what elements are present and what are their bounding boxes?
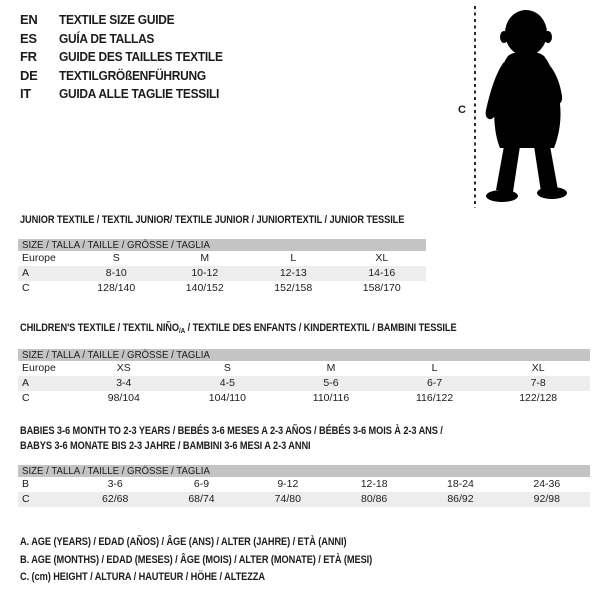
language-code: IT	[20, 86, 31, 101]
table-row-height	[18, 281, 426, 296]
size-header-label: SIZE / TALLA / TAILLE / GRÖSSE / TAGLIA	[22, 349, 210, 361]
children-size-table	[18, 349, 590, 406]
table-row-age	[18, 266, 426, 281]
babies-textile-section	[18, 424, 590, 507]
value-cell: 116/122	[415, 392, 454, 404]
baby-silhouette	[482, 6, 574, 204]
size-cell: L	[431, 362, 438, 374]
value-cell: 98/104	[107, 392, 140, 404]
size-header-bar	[18, 349, 590, 361]
value-cell: 18-24	[447, 478, 474, 490]
table-row-age	[18, 376, 590, 391]
language-row-it	[20, 85, 237, 104]
row-label: Europe	[22, 362, 56, 374]
table-row-age-months	[18, 477, 590, 492]
size-cell: M	[200, 252, 210, 264]
value-cell: 68/74	[188, 493, 215, 505]
value-cell: 158/170	[362, 282, 401, 294]
value-cell: 104/110	[208, 392, 246, 404]
size-cell: S	[112, 252, 120, 264]
legend-line-c: C. (cm) HEIGHT / ALTURA / HAUTEUR / HÖHE / ALTEZZA	[20, 571, 265, 583]
value-cell: 140/152	[185, 282, 224, 294]
table-row-height	[18, 391, 590, 406]
guide-title: TEXTILGRÖßENFÜHRUNG	[59, 67, 206, 83]
size-cell: XL	[375, 252, 389, 264]
language-code: ES	[20, 30, 37, 46]
value-cell: 6-9	[193, 478, 210, 490]
size-header-bar	[18, 465, 590, 477]
section-title-junior: JUNIOR TEXTILE / TEXTIL JUNIOR/ TEXTILE JUNIOR / JUNIORTEXTIL / JUNIOR TESSILE	[20, 214, 405, 226]
value-cell: 6-7	[426, 377, 443, 389]
row-label: C	[22, 493, 30, 505]
language-row-en	[20, 11, 237, 30]
guide-title: GUIDE DES TAILLES TEXTILE	[59, 49, 223, 64]
title-part: CHILDREN'S TEXTILE / TEXTIL NIÑO	[20, 322, 179, 334]
size-header-label: SIZE / TALLA / TAILLE / GRÖSSE / TAGLIA	[22, 465, 210, 477]
value-cell: 80/86	[361, 493, 388, 505]
value-cell: 122/128	[519, 392, 558, 404]
size-cell: L	[290, 252, 297, 264]
row-label: C	[22, 282, 30, 294]
row-label: A	[22, 267, 30, 279]
value-cell: 92/98	[533, 493, 560, 505]
baby-height-figure	[450, 4, 598, 212]
value-cell: 110/116	[312, 392, 350, 404]
value-cell: 14-16	[368, 267, 396, 279]
babies-size-table	[18, 465, 590, 507]
title-subscript: /A	[178, 326, 186, 335]
title-part: / TEXTILE DES ENFANTS / KINDERTEXTIL / BAMBINI TESSILE	[185, 322, 457, 334]
size-header-label: SIZE / TALLA / TAILLE / GRÖSSE / TAGLIA	[22, 239, 210, 251]
height-dotted-line	[474, 6, 476, 208]
language-row-es	[20, 30, 237, 49]
value-cell: 4-5	[219, 377, 235, 389]
value-cell: 10-12	[191, 267, 219, 279]
legend-line-b: B. AGE (MONTHS) / EDAD (MESES) / ÂGE (MOIS) / ALTER (MONATE) / ETÀ (MESI)	[20, 553, 373, 566]
value-cell: 5-6	[323, 377, 339, 389]
size-cell: XL	[531, 362, 545, 374]
value-cell: 7-8	[530, 377, 546, 389]
guide-title: TEXTILE SIZE GUIDE	[59, 12, 175, 27]
section-title-babies-line2: BABYS 3-6 MONATE BIS 2-3 JAHRE / BAMBINI 3-6 MESI A 2-3 ANNI	[20, 440, 311, 452]
table-row-height	[18, 492, 590, 507]
table-row-europe	[18, 251, 426, 266]
value-cell: 24-36	[533, 478, 561, 490]
value-cell: 3-6	[107, 478, 123, 490]
value-cell: 8-10	[105, 267, 127, 279]
guide-title: GUIDA ALLE TAGLIE TESSILI	[59, 86, 220, 101]
legend-line-a: A. AGE (YEARS) / EDAD (AÑOS) / ÂGE (ANS) / ALTER (JAHRE) / ETÀ (ANNI)	[20, 536, 347, 548]
value-cell: 74/80	[274, 493, 301, 505]
language-code: FR	[20, 49, 37, 64]
row-label: Europe	[22, 252, 56, 264]
row-label: A	[22, 377, 30, 389]
value-cell: 152/158	[274, 282, 313, 294]
row-label: C	[22, 392, 30, 404]
table-row-europe	[18, 361, 590, 376]
language-code: DE	[20, 67, 38, 83]
row-label: B	[22, 478, 30, 490]
childrens-textile-section	[18, 322, 590, 406]
value-cell: 86/92	[447, 493, 474, 505]
section-title-children	[20, 322, 499, 337]
section-title-babies-line1: BABIES 3-6 MONTH TO 2-3 YEARS / BEBÉS 3-6 MESES A 2-3 AÑOS / BÉBÉS 3-6 MOIS À 2-3 ANS /	[20, 425, 443, 437]
language-row-fr	[20, 48, 237, 67]
size-cell: S	[223, 362, 231, 374]
junior-textile-section	[18, 214, 458, 296]
value-cell: 128/140	[97, 282, 136, 294]
value-cell: 12-13	[279, 267, 307, 279]
language-code: EN	[20, 12, 38, 27]
size-cell: XS	[116, 362, 131, 374]
height-measure-label: C	[458, 104, 466, 116]
value-cell: 9-12	[277, 478, 299, 490]
language-row-de	[20, 67, 237, 86]
value-cell: 62/68	[102, 493, 129, 505]
language-title-list	[20, 11, 237, 104]
size-cell: M	[326, 362, 336, 374]
guide-title: GUÍA DE TALLAS	[59, 30, 155, 46]
value-cell: 3-4	[116, 377, 132, 389]
value-cell: 12-18	[360, 478, 388, 490]
junior-size-table	[18, 239, 426, 296]
measurement-legend	[20, 534, 439, 587]
size-header-bar	[18, 239, 426, 251]
